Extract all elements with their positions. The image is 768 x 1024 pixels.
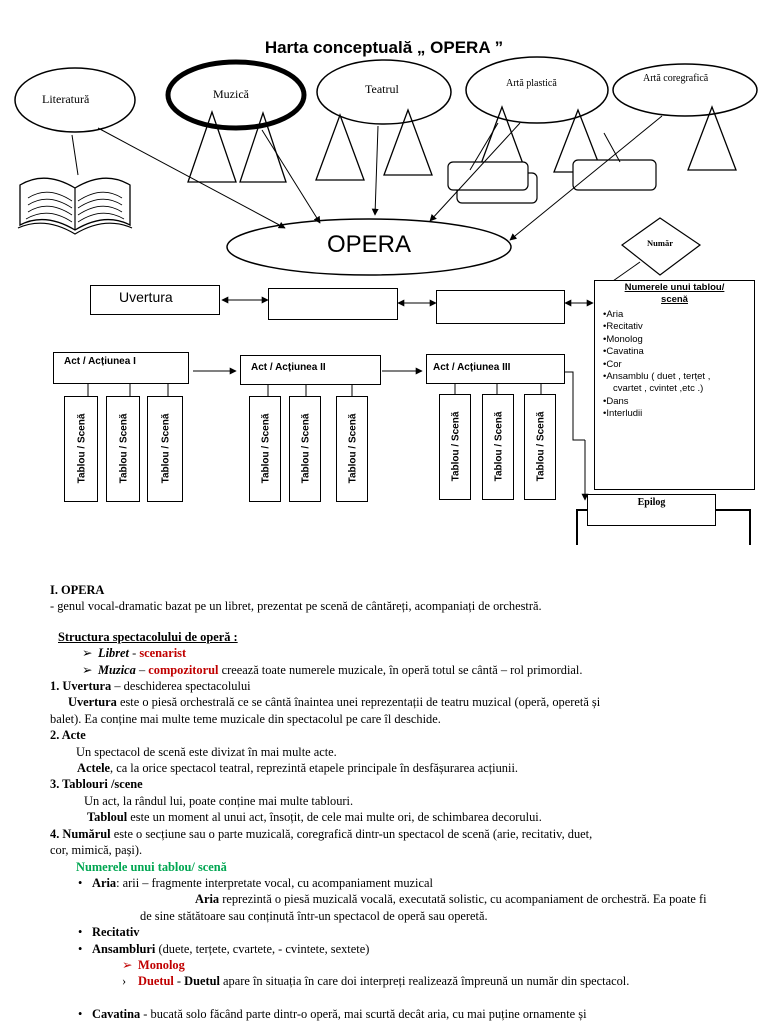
- label-teatrul: Teatrul: [365, 82, 399, 96]
- empty-box-1: [268, 288, 398, 320]
- list-item: •Aria: [603, 309, 624, 320]
- numbers-list-2: [50, 924, 718, 957]
- numbers-list-3: [50, 1006, 718, 1022]
- structure-title: Structura spectacolului de operă :: [58, 629, 238, 644]
- numbers-box: [594, 280, 755, 490]
- act-label-1: Act / Acțiunea I: [64, 356, 136, 367]
- list-item: •Cavatina: [603, 346, 644, 358]
- book-icon: [18, 178, 132, 234]
- act-label-3: Act / Acțiunea III: [433, 362, 511, 373]
- act-label-2: Act / Acțiunea II: [251, 362, 326, 373]
- map-title: Harta conceptuală „ OPERA ”: [264, 38, 504, 57]
- label-numar: Număr: [647, 238, 673, 248]
- act-box-1: [53, 352, 189, 384]
- epilog-label: Epilog: [637, 497, 666, 508]
- scene-label: Tablou / Scenă: [493, 411, 505, 482]
- scene-label: Tablou / Scenă: [347, 413, 359, 484]
- scene-label: Tablou / Scenă: [76, 413, 88, 484]
- opera-definition: - genul vocal-dramatic bazat pe un libret, prezentat pe scenă de cântăreți, acompaniați de orchestră.: [50, 599, 542, 614]
- aria-text-1: Aria reprezintă o piesă muzicală vocală, executată solistic, cu acompaniament de orchestră. Ea poate fi: [195, 892, 707, 907]
- tablouri-heading: 3. Tablouri /scene: [50, 777, 143, 792]
- scene-box: [64, 396, 98, 502]
- numbers-box-list: [595, 309, 754, 421]
- oval-arta-plastica: [466, 57, 608, 123]
- scene-box: [289, 396, 321, 502]
- section-heading: I. OPERA: [50, 583, 105, 597]
- label-arta-plastica: Artă plastică: [506, 78, 557, 89]
- scene-label: Tablou / Scenă: [118, 413, 130, 484]
- aria-text-2: de sine stătătoare sau conținută într-un spectacol de operă sau operetă.: [140, 908, 488, 923]
- scene-label: Tablou / Scenă: [535, 411, 547, 482]
- epilog-box: [587, 494, 716, 526]
- uvertura-label: Uvertura: [119, 289, 173, 305]
- list-item: •Dans: [603, 395, 629, 407]
- center-opera: OPERA: [326, 231, 412, 258]
- scene-box: [106, 396, 140, 502]
- act-box-2: [240, 355, 381, 385]
- list-item: • Recitativ: [80, 924, 718, 940]
- list-item: •Recitativ: [603, 321, 643, 333]
- scene-box: [249, 396, 281, 502]
- list-item: • Ansambluri (duete, terțete, cvartete, - cvintete, sextete): [80, 941, 718, 957]
- scene-label: Tablou / Scenă: [260, 413, 272, 484]
- acte-text-1: Un spectacol de scenă este divizat în mai multe acte.: [76, 744, 337, 759]
- oval-arta-coregrafica: [613, 64, 757, 116]
- scene-box: [439, 394, 471, 500]
- scene-box: [482, 394, 514, 500]
- muzica-line: ➢ Muzica – compozitorul creează toate numerele muzicale, în operă totul se cântă – rol primordial.: [82, 662, 583, 677]
- numar-text-1: 4. Numărul este o secțiune sau o parte muzicală, coregrafică dintr-un spectacol de scenă (arie, recitativ, duet,: [50, 826, 593, 841]
- document-body: [50, 582, 718, 1022]
- uvertura-box: [90, 285, 220, 315]
- label-muzica: Muzică: [213, 87, 249, 101]
- duetul-line: › Duetul - Duetul apare în situația în care doi interpreți realizează împreună un număr din spectacol.: [122, 974, 630, 989]
- scene-label: Tablou / Scenă: [450, 411, 462, 482]
- scene-label: Tablou / Scenă: [300, 413, 312, 484]
- uvertura-heading: 1. Uvertura – deschiderea spectacolului: [50, 679, 251, 694]
- list-item: •Cor: [603, 358, 622, 370]
- acte-text-2: Actele, ca la orice spectacol teatral, reprezintă etapele principale în desfășurarea acțiunii.: [77, 761, 518, 776]
- scene-label: Tablou / Scenă: [160, 413, 172, 484]
- numar-text-2: cor, mimică, pași).: [50, 843, 143, 858]
- list-item: cvartet , cvintet ,etc .): [613, 383, 704, 395]
- list-item: •Interludii: [603, 408, 643, 420]
- act-box-3: [426, 354, 565, 384]
- empty-box-2: [436, 290, 565, 324]
- monolog-line: ➢ Monolog: [122, 957, 185, 972]
- numbers-box-title-2: scenă: [661, 294, 688, 305]
- list-item: • Cavatina - bucată solo făcând parte dintr-o operă, mai scurtă decât aria, cu mai puține ornamente și: [80, 1006, 718, 1022]
- libret-line: ➢ Libret - scenarist: [82, 646, 187, 661]
- numbers-heading: Numerele unui tablou/ scenă: [76, 859, 227, 874]
- label-arta-coregrafica: Artă coregrafică: [643, 73, 709, 84]
- label-literatura: Literatură: [42, 92, 90, 106]
- tablouri-text-1: Un act, la rândul lui, poate conține mai multe tablouri.: [84, 793, 354, 808]
- numbers-list: [50, 875, 718, 891]
- list-item: •Ansamblu ( duet , terțet ,: [603, 371, 711, 383]
- acte-heading: 2. Acte: [50, 728, 86, 743]
- tablouri-text-2: Tabloul este un moment al unui act, însoțit, de cele mai multe ori, de schimbarea decorului.: [87, 810, 542, 825]
- list-item: • Aria: arii – fragmente interpretate vocal, cu acompaniament muzical: [80, 875, 718, 891]
- list-item: •Monolog: [603, 333, 643, 345]
- uvertura-text-2: balet). Ea conține mai multe teme muzicale din spectacolul pe care îl deschide.: [50, 711, 441, 726]
- uvertura-text: Uvertura este o piesă orchestrală ce se cântă înaintea unei reprezentații de teatru muzical (operă, operetă și: [68, 695, 601, 710]
- scene-box: [147, 396, 183, 502]
- numbers-box-title-1: Numerele unui tablou/: [624, 282, 725, 293]
- scene-box: [524, 394, 556, 500]
- scene-box: [336, 396, 368, 502]
